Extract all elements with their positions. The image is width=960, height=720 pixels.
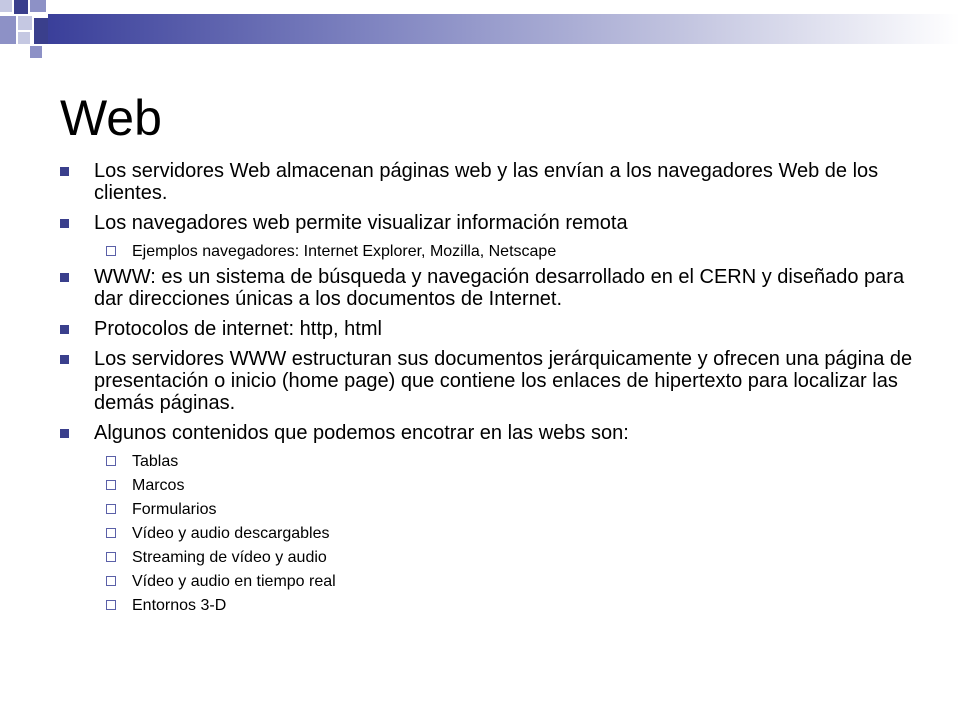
hollow-square-bullet-icon xyxy=(106,528,116,538)
hollow-square-bullet-icon xyxy=(106,552,116,562)
bullet-item xyxy=(60,422,920,444)
bullet-list xyxy=(60,160,920,620)
sub-bullet-item xyxy=(60,548,920,567)
sub-bullet-item xyxy=(60,242,920,261)
bullet-text: Los servidores WWW estructuran sus documentos jerárquicamente y ofrecen una página de presentación o inicio (home page) que contiene los enlaces de hipertexto para localizar las demás páginas. xyxy=(94,348,913,414)
square-bullet-icon xyxy=(60,273,69,282)
bullet-text: Streaming de vídeo y audio xyxy=(132,549,327,566)
bullet-text: Vídeo y audio descargables xyxy=(132,525,330,542)
bullet-text: Vídeo y audio en tiempo real xyxy=(132,573,336,590)
bullet-text: Entornos 3-D xyxy=(132,597,227,614)
bullet-text: Algunos contenidos que podemos encotrar en las webs son: xyxy=(94,422,629,444)
sub-bullet-item xyxy=(60,500,920,519)
hollow-square-bullet-icon xyxy=(106,456,116,466)
bullet-item xyxy=(60,160,920,204)
deco-square xyxy=(34,18,48,44)
deco-square xyxy=(18,16,32,30)
deco-square xyxy=(14,0,28,14)
deco-square xyxy=(0,0,12,12)
sub-bullet-item xyxy=(60,452,920,471)
hollow-square-bullet-icon xyxy=(106,246,116,256)
bullet-text: Ejemplos navegadores: Internet Explorer, Mozilla, Netscape xyxy=(132,243,557,260)
square-bullet-icon xyxy=(60,355,69,364)
sub-bullet-item xyxy=(60,572,920,591)
bullet-item xyxy=(60,318,920,340)
bullet-item xyxy=(60,266,920,310)
hollow-square-bullet-icon xyxy=(106,480,116,490)
hollow-square-bullet-icon xyxy=(106,504,116,514)
square-bullet-icon xyxy=(60,429,69,438)
bullet-text: Tablas xyxy=(132,453,179,470)
bullet-text: WWW: es un sistema de búsqueda y navegación desarrollado en el CERN y diseñado para dar direcciones únicas a los documentos de Internet. xyxy=(94,266,905,310)
square-bullet-icon xyxy=(60,167,69,176)
bullet-text: Los servidores Web almacenan páginas web y las envían a los navegadores Web de los clientes. xyxy=(94,160,879,204)
header-gradient-bar xyxy=(48,14,960,44)
sub-bullet-item xyxy=(60,476,920,495)
bullet-item xyxy=(60,212,920,234)
square-bullet-icon xyxy=(60,219,69,228)
bullet-text: Los navegadores web permite visualizar información remota xyxy=(94,212,628,234)
sub-bullet-item xyxy=(60,524,920,543)
deco-square xyxy=(30,0,46,12)
slide-title: Web xyxy=(60,90,162,146)
deco-square xyxy=(18,32,30,44)
square-bullet-icon xyxy=(60,325,69,334)
sub-bullet-item xyxy=(60,596,920,615)
hollow-square-bullet-icon xyxy=(106,600,116,610)
hollow-square-bullet-icon xyxy=(106,576,116,586)
deco-square xyxy=(30,46,42,58)
bullet-item xyxy=(60,348,920,414)
deco-square xyxy=(0,16,16,44)
header-decoration xyxy=(0,0,960,70)
bullet-text: Formularios xyxy=(132,501,217,518)
bullet-text: Marcos xyxy=(132,477,185,494)
bullet-text: Protocolos de internet: http, html xyxy=(94,318,382,340)
